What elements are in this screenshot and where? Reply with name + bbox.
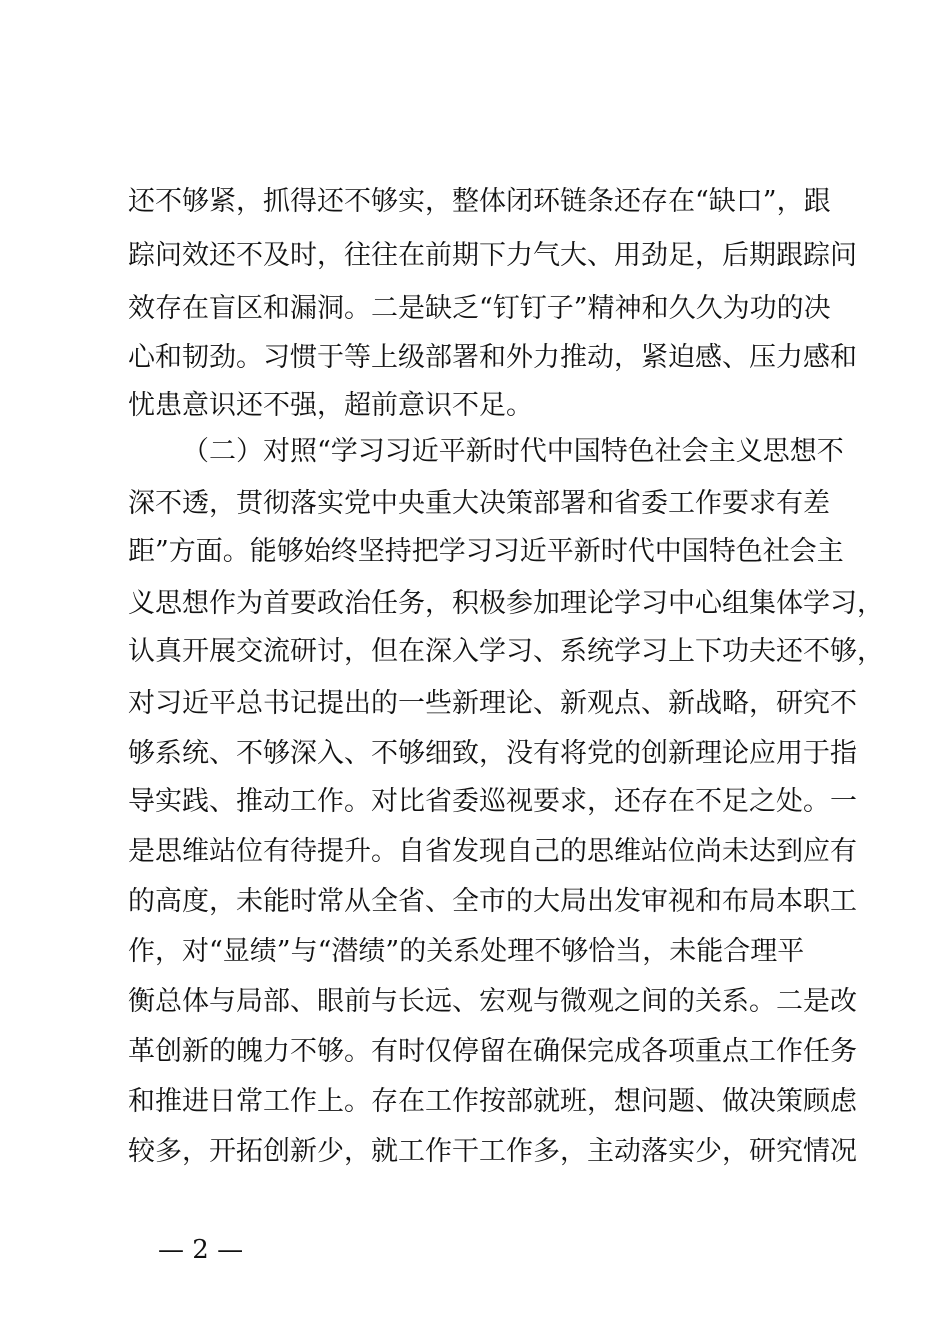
- body-line-5: 忧患意识还不强，超前意识不足。: [128, 390, 533, 421]
- body-line-9: 义思想作为首要政治任务，积极参加理论学习中心组集体学习，: [128, 588, 884, 619]
- page-number: — 2 —: [158, 1235, 244, 1265]
- body-line-2: 踪问效还不及时，往往在前期下力气大、用劲足，后期跟踪问: [128, 240, 857, 271]
- body-line-13: 导实践、推动工作。对比省委巡视要求，还存在不足之处。一: [128, 786, 857, 817]
- body-line-19: 和推进日常工作上。存在工作按部就班，想问题、做决策顾虑: [128, 1086, 857, 1117]
- body-line-1: 还不够紧，抓得还不够实，整体闭环链条还存在“缺口”，跟: [128, 186, 831, 217]
- body-line-7: 深不透，贯彻落实党中央重大决策部署和省委工作要求有差: [128, 488, 830, 519]
- body-line-4: 心和韧劲。习惯于等上级部署和外力推动，紧迫感、压力感和: [128, 342, 857, 373]
- body-line-10: 认真开展交流研讨，但在深入学习、系统学习上下功夫还不够，: [128, 636, 884, 667]
- body-line-12: 够系统、不够深入、不够细致，没有将党的创新理论应用于指: [128, 738, 857, 769]
- body-line-15: 的高度，未能时常从全省、全市的大局出发审视和布局本职工: [128, 886, 857, 917]
- body-line-17: 衡总体与局部、眼前与长远、宏观与微观之间的关系。二是改: [128, 986, 857, 1017]
- body-line-18: 革创新的魄力不够。有时仅停留在确保完成各项重点工作任务: [128, 1036, 857, 1067]
- body-line-11: 对习近平总书记提出的一些新理论、新观点、新战略，研究不: [128, 688, 857, 719]
- body-line-8: 距”方面。能够始终坚持把学习习近平新时代中国特色社会主: [128, 536, 844, 567]
- body-line-20: 较多，开拓创新少，就工作干工作多，主动落实少，研究情况: [128, 1136, 857, 1167]
- body-line-3: 效存在盲区和漏洞。二是缺乏“钉钉子”精神和久久为功的决: [128, 293, 831, 324]
- body-line-16: 作，对“显绩”与“潜绩”的关系处理不够恰当，未能合理平: [128, 936, 805, 967]
- body-line-14: 是思维站位有待提升。自省发现自己的思维站位尚未达到应有: [128, 836, 857, 867]
- section-heading-line: （二）对照“学习习近平新时代中国特色社会主义思想不: [182, 436, 844, 467]
